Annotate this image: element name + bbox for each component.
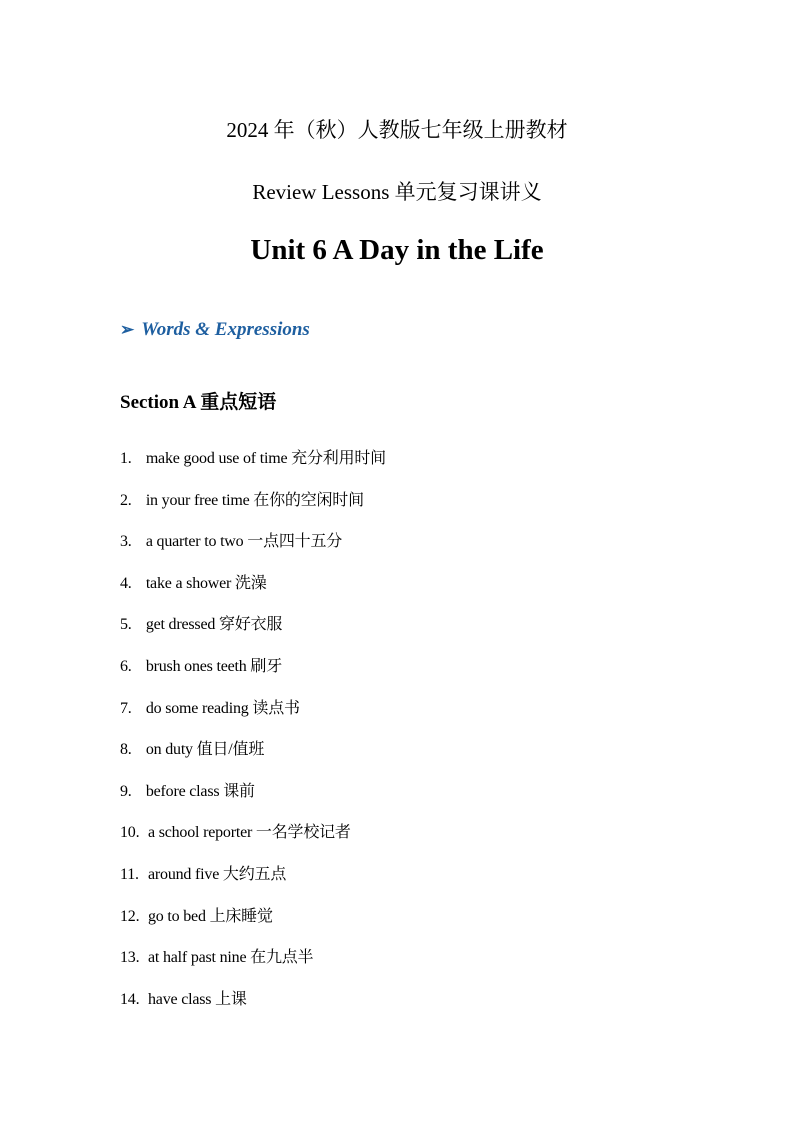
phrase-chinese: 上床睡觉 — [209, 907, 273, 925]
words-expressions-heading — [120, 319, 310, 341]
phrase-list — [120, 448, 386, 1030]
phrase-english: around five — [148, 865, 220, 883]
phrase-english: take a shower — [145, 574, 232, 592]
list-item — [120, 781, 386, 823]
phrase-english: make good use of time — [145, 450, 288, 467]
item-number: 10. — [120, 824, 140, 842]
item-number: 9. — [120, 782, 132, 800]
words-expressions-label: Words & Expressions — [141, 319, 310, 340]
item-number: 2. — [120, 491, 132, 509]
arrow-bullet-icon: ➢ — [120, 320, 135, 339]
phrase-english: do some reading — [145, 699, 249, 717]
phrase-english: on duty — [145, 741, 193, 759]
phrase-english: a school reporter — [148, 824, 253, 842]
course-title: 2024 年（秋）人教版七年级上册教材 — [226, 118, 568, 142]
item-number: 1. — [120, 450, 132, 467]
item-number: 6. — [120, 657, 132, 675]
item-number: 5. — [120, 616, 132, 634]
section-a-title: Section A 重点短语 — [120, 392, 277, 413]
phrase-chinese: 穿好衣服 — [218, 616, 283, 634]
phrase-english: before class — [145, 782, 220, 800]
unit-title: Unit 6 A Day in the Life — [250, 234, 544, 266]
phrase-chinese: 刷牙 — [250, 657, 283, 675]
phrase-chinese: 大约五点 — [222, 865, 287, 883]
list-item — [120, 947, 386, 989]
item-number: 4. — [120, 574, 132, 592]
item-number: 7. — [120, 699, 132, 717]
list-item — [120, 490, 386, 532]
list-item — [120, 906, 386, 948]
list-item — [120, 573, 386, 615]
list-item — [120, 614, 386, 656]
list-item — [120, 822, 386, 864]
phrase-chinese: 读点书 — [252, 699, 300, 717]
item-number: 13. — [120, 949, 140, 967]
list-item — [120, 698, 386, 740]
item-number: 8. — [120, 741, 132, 759]
phrase-chinese: 在九点半 — [250, 949, 314, 967]
list-item — [120, 531, 386, 573]
phrase-english: brush ones teeth — [145, 657, 247, 675]
list-item — [120, 989, 386, 1031]
phrase-english: a quarter to two — [145, 533, 244, 551]
phrase-chinese: 充分利用时间 — [291, 450, 386, 467]
phrase-chinese: 在你的空闲时间 — [253, 491, 364, 509]
phrase-english: at half past nine — [148, 949, 247, 967]
phrase-chinese: 一名学校记者 — [255, 824, 351, 842]
item-number: 12. — [120, 907, 140, 925]
list-item — [120, 656, 386, 698]
phrase-english: go to bed — [148, 907, 206, 925]
item-number: 3. — [120, 533, 132, 551]
phrase-chinese: 课前 — [223, 782, 255, 800]
phrase-english: have class — [148, 990, 212, 1008]
review-subtitle: Review Lessons 单元复习课讲义 — [252, 180, 542, 204]
list-item — [120, 448, 386, 490]
phrase-chinese: 上课 — [215, 990, 247, 1008]
phrase-english: in your free time — [145, 491, 250, 509]
phrase-english: get dressed — [145, 616, 216, 634]
phrase-chinese: 一点四十五分 — [247, 533, 343, 551]
list-item — [120, 739, 386, 781]
item-number: 11. — [120, 865, 139, 883]
phrase-chinese: 值日/值班 — [196, 741, 265, 759]
item-number: 14. — [120, 990, 140, 1008]
list-item — [120, 864, 386, 906]
phrase-chinese: 洗澡 — [235, 574, 267, 592]
